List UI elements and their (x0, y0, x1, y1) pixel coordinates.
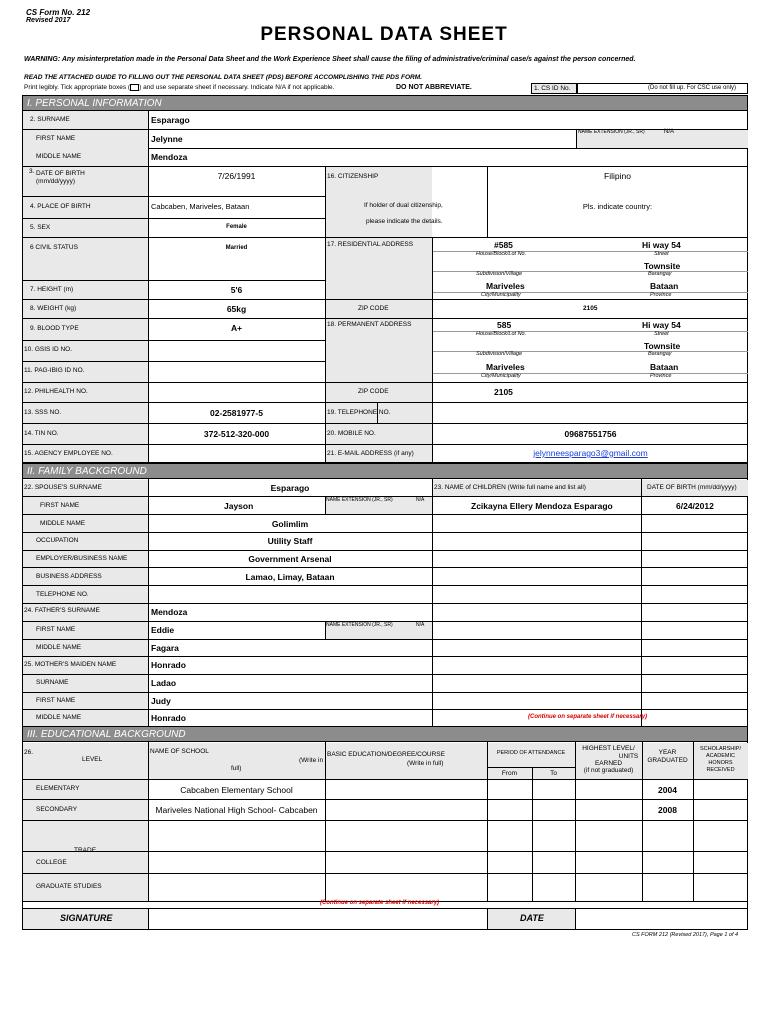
signature-label: SIGNATURE (60, 913, 113, 923)
agency-label: 15. AGENCY EMPLOYEE NO. (24, 450, 113, 457)
father-ext-label: NAME EXTENSION (JR., SR) (326, 622, 393, 628)
mobile-label: 20. MOBILE NO. (327, 430, 376, 437)
signature-field[interactable] (149, 909, 486, 929)
pob-label: 4. PLACE OF BIRTH (30, 203, 91, 210)
child-dob[interactable]: 6/24/2012 (676, 501, 714, 511)
name-ext-label: NAME EXTENSION (JR., SR) (578, 129, 645, 135)
employer-value[interactable]: Government Arsenal (248, 554, 332, 564)
occupation-label: OCCUPATION (36, 537, 79, 544)
form-revision: Revised 2017 (26, 17, 71, 24)
dob-format: (mm/dd/yyyy) (36, 178, 75, 185)
secondary-label: SECONDARY (36, 806, 78, 813)
spouse-first-value[interactable]: Jayson (224, 501, 254, 511)
occupation-value[interactable]: Utility Staff (267, 536, 313, 546)
checkbox-icon (130, 84, 139, 91)
spouse-middle-label: MIDDLE NAME (40, 520, 86, 527)
res-zip-value[interactable]: 2105 (583, 305, 598, 312)
honors-header-2: ACADEMIC (705, 753, 736, 759)
mother-surname-value[interactable]: Ladao (151, 678, 177, 688)
perm-city-caption: City/Municipality (481, 373, 521, 379)
highest-header-3: EARNED (594, 760, 623, 767)
spouse-middle-value[interactable]: Golimlim (271, 519, 309, 529)
date-label: DATE (520, 913, 544, 923)
page-title: PERSONAL DATA SHEET (260, 24, 508, 45)
middle-name-label: MIDDLE NAME (36, 153, 82, 160)
period-header: PERIOD OF ATTENDANCE (496, 750, 566, 756)
pagibig-label: 11. PAG-IBIG ID NO. (24, 367, 85, 374)
honors-header-1: SCHOLARSHIP/ (700, 746, 741, 752)
print-legibly-text (24, 84, 334, 91)
house-caption: House/Block/Lot No. (476, 251, 527, 257)
father-first-label: FIRST NAME (36, 626, 76, 633)
perm-house-caption: House/Block/Lot No. (476, 331, 527, 337)
res-barangay[interactable]: Townsite (644, 261, 681, 271)
citizenship-label: 16. CITIZENSHIP (327, 173, 379, 180)
dual-note-2: please indicate the details. (366, 218, 443, 225)
mother-middle-label: MIDDLE NAME (36, 714, 82, 721)
course-write-in: (Write in full) (407, 760, 444, 767)
brgy-caption: Barangay (648, 271, 672, 277)
email-value[interactable]: jelynneesparago3@gmail.com (533, 448, 648, 458)
gsis-label: 10. GSIS ID NO. (24, 346, 73, 353)
honors-header-3: HONORS (708, 760, 733, 766)
tin-label: 14. TIN NO. (24, 430, 59, 437)
prov-caption: Province (650, 292, 672, 298)
father-surname-value[interactable]: Mendoza (151, 607, 188, 617)
res-zip-label: ZIP CODE (358, 305, 389, 312)
tin-value[interactable]: 372-512-320-000 (203, 429, 270, 439)
perm-province[interactable]: Bataan (650, 362, 679, 372)
sex-label: 5. SEX (30, 224, 51, 231)
year-header-2: GRADUATED (647, 757, 688, 764)
mother-surname-label: SURNAME (36, 679, 69, 686)
father-surname-label: 24. FATHER'S SURNAME (24, 607, 100, 614)
employer-label: EMPLOYER/BUSINESS NAME (36, 555, 128, 562)
cs-id-label: 1. CS ID No. (534, 85, 571, 92)
warning-text: WARNING: Any misinterpretation made in the Personal Data Sheet and the Work Experience Sheet shall cause the filing of administrative/criminal case/s against the person concerned. (24, 56, 636, 63)
highest-header-2: UNITS (618, 753, 639, 760)
course-header: BASIC EDUCATION/DEGREE/COURSE (327, 751, 445, 758)
spouse-surname-value[interactable]: Esparago (270, 483, 310, 493)
perm-barangay[interactable]: Townsite (644, 341, 681, 351)
form-number: CS Form No. 212 (26, 8, 91, 17)
business-address-value[interactable]: Lamao, Limay, Bataan (245, 572, 335, 582)
spouse-ext-label: NAME EXTENSION (JR., SR) (326, 497, 393, 503)
surname-label: 2. SURNAME (30, 116, 70, 123)
page-footer-note: CS FORM 212 (Revised 2017), Page 1 of 4 (632, 932, 739, 938)
year-header-1: YEAR (658, 749, 677, 756)
honors-header-4: RECEIVED (706, 767, 735, 773)
mobile-value[interactable]: 09687551756 (564, 429, 617, 439)
highest-header-1: HIGHEST LEVEL/ (582, 745, 635, 752)
print-legibly-b: ) and use separate sheet if necessary. Indicate N/A if not applicable. (139, 84, 335, 92)
res-province[interactable]: Bataan (650, 281, 679, 291)
res-address-label: 17. RESIDENTIAL ADDRESS (327, 241, 414, 248)
res-street[interactable]: Hi way 54 (642, 240, 681, 250)
read-guide-text: READ THE ATTACHED GUIDE TO FILLING OUT THE PERSONAL DATA SHEET (PDS) BEFORE ACCOMPLISHING THE PDS FORM. (24, 74, 422, 81)
subd-caption: Subdivision/Village (476, 271, 523, 277)
to-header: To (550, 770, 557, 777)
do-not-abbreviate: DO NOT ABBREVIATE. (396, 84, 472, 91)
college-label: COLLEGE (36, 859, 67, 866)
csc-note: (Do not fill up. For CSC use only) (648, 85, 737, 91)
elementary-year[interactable]: 2004 (658, 785, 677, 795)
family-continue-note: (Continue on separate sheet if necessary) (528, 714, 648, 720)
weight-value[interactable]: 65kg (226, 304, 247, 314)
business-address-label: BUSINESS ADDRESS (36, 573, 102, 580)
school-write-in: (Write in (299, 757, 324, 764)
civil-label: 6 CIVIL STATUS (30, 244, 78, 251)
print-legibly-a: Print legibly. Tick appropriate boxes ( (24, 84, 131, 92)
education-continue-note: (Continue on separate sheet if necessary) (320, 900, 440, 906)
school-full: full) (231, 765, 242, 772)
civil-value[interactable]: Married (225, 245, 248, 251)
sss-label: 13. SSS NO. (24, 409, 62, 416)
height-label: 7. HEIGHT (m) (30, 286, 74, 293)
philhealth-label: 12. PHILHEALTH NO. (24, 388, 88, 395)
father-middle-label: MIDDLE NAME (36, 644, 82, 651)
mother-maiden-value[interactable]: Honrado (151, 660, 186, 670)
perm-house[interactable]: 585 (497, 320, 512, 330)
res-city[interactable]: Mariveles (486, 281, 525, 291)
elementary-label: ELEMENTARY (36, 785, 80, 792)
indicate-country: Pls. indicate country: (582, 202, 653, 211)
citizenship-value[interactable]: Filipino (604, 171, 631, 181)
label-col2-bg (325, 166, 432, 462)
mother-middle-value[interactable]: Honrado (151, 713, 186, 723)
school-header: NAME OF SCHOOL (150, 748, 209, 755)
telephone-label: 19. TELEPHONE NO. (327, 409, 391, 416)
section-family-background: II. FAMILY BACKGROUND (22, 463, 748, 479)
middle-name-value[interactable]: Mendoza (151, 152, 188, 162)
section-educational-background: III. EDUCATIONAL BACKGROUND (22, 726, 748, 742)
dob-label: DATE OF BIRTH (36, 170, 85, 177)
from-header: From (501, 770, 518, 777)
elementary-school[interactable]: Cabcaben Elementary School (180, 785, 293, 795)
graduate-label: GRADUATE STUDIES (36, 883, 102, 890)
spouse-ext-value[interactable]: N/A (416, 497, 425, 503)
pob-value[interactable]: Cabcaben, Mariveles, Bataan (151, 202, 250, 211)
perm-prov-caption: Province (650, 373, 672, 379)
mother-first-label: FIRST NAME (36, 697, 76, 704)
surname-value[interactable]: Esparago (151, 115, 190, 125)
weight-label: 8. WEIGHT (kg) (30, 305, 77, 312)
res-house[interactable]: #585 (494, 240, 513, 250)
first-name-label: FIRST NAME (36, 135, 76, 142)
perm-street[interactable]: Hi way 54 (642, 320, 681, 330)
perm-address-label: 18. PERMANENT ADDRESS (327, 321, 412, 328)
blood-value[interactable]: A+ (230, 323, 243, 333)
highest-header-4: (if not graduated) (583, 767, 634, 774)
dual-note-1: If holder of dual citizenship, (364, 202, 443, 209)
street-caption: Street (654, 251, 669, 257)
blood-label: 9. BLOOD TYPE (30, 325, 79, 332)
perm-brgy-caption: Barangay (648, 351, 672, 357)
children-label: 23. NAME of CHILDREN (Write full name and list all) (434, 484, 586, 491)
spouse-first-label: FIRST NAME (40, 502, 80, 509)
dob-value[interactable]: 7/26/1991 (217, 171, 256, 181)
father-ext-value[interactable]: N/A (416, 622, 425, 628)
level-header: LEVEL (82, 756, 103, 763)
date-field[interactable] (576, 909, 747, 929)
name-ext-value[interactable]: N/A (664, 129, 675, 135)
child-name[interactable]: Zcikayna Ellery Mendoza Esparago (471, 501, 613, 511)
secondary-year[interactable]: 2008 (658, 805, 677, 815)
perm-zip-value[interactable]: 2105 (494, 387, 513, 397)
father-first-value[interactable]: Eddie (151, 625, 175, 635)
section-personal-info: I. PERSONAL INFORMATION (22, 95, 748, 111)
sss-value[interactable]: 02-2581977-5 (210, 408, 263, 418)
perm-zip-label: ZIP CODE (358, 388, 389, 395)
first-name-value[interactable]: Jelynne (151, 134, 183, 144)
perm-street-caption: Street (654, 331, 669, 337)
dob-num: 3. (29, 168, 35, 175)
city-caption: City/Municipality (481, 292, 521, 298)
spouse-surname-label: 22. SPOUSE'S SURNAME (24, 484, 102, 491)
height-value[interactable]: 5'6 (230, 285, 243, 295)
sex-value[interactable]: Female (226, 224, 247, 230)
perm-city[interactable]: Mariveles (486, 362, 525, 372)
children-dob-label: DATE OF BIRTH (mm/dd/yyyy) (647, 484, 737, 491)
edu-num: 26. (24, 749, 34, 756)
perm-subd-caption: Subdivision/Village (476, 351, 523, 357)
father-middle-value[interactable]: Fagara (151, 643, 179, 653)
vocational-label: TRADE (74, 847, 97, 854)
mother-first-value[interactable]: Judy (151, 696, 171, 706)
secondary-school[interactable]: Mariveles National High School- Cabcaben (155, 805, 318, 815)
spouse-telephone-label: TELEPHONE NO. (36, 591, 89, 598)
email-label: 21. E-MAIL ADDRESS (if any) (327, 450, 414, 457)
mother-maiden-label: 25. MOTHER'S MAIDEN NAME (24, 661, 117, 668)
